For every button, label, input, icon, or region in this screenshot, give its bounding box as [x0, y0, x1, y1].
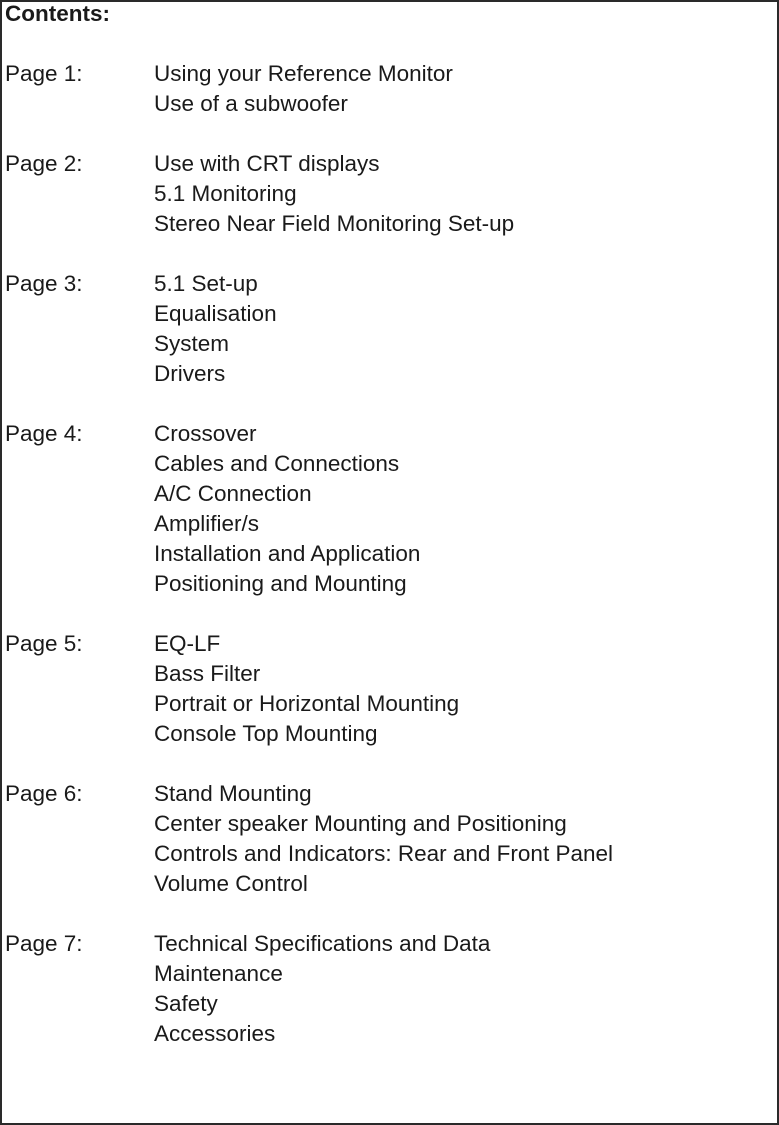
section-items [154, 149, 514, 239]
contents-section [5, 149, 765, 239]
contents-entry: Maintenance [154, 961, 283, 986]
page-label: Page 3: [5, 271, 83, 296]
section-items [154, 269, 277, 389]
contents-entry: Controls and Indicators: Rear and Front Panel [154, 841, 613, 866]
contents-entry: A/C Connection [154, 481, 312, 506]
contents-entry: Positioning and Mounting [154, 571, 407, 596]
contents-entry: Crossover [154, 421, 257, 446]
contents-entry: Amplifier/s [154, 511, 260, 536]
contents-entry: Stand Mounting [154, 781, 312, 806]
contents-entry: Drivers [154, 361, 226, 386]
contents-section [5, 929, 765, 1049]
contents-entry: Technical Specifications and Data [154, 931, 491, 956]
section-items [154, 59, 453, 119]
contents-entry: Equalisation [154, 301, 277, 326]
contents-entry: Using your Reference Monitor [154, 61, 453, 86]
page-label: Page 7: [5, 931, 83, 956]
contents-entry: Center speaker Mounting and Positioning [154, 811, 567, 836]
contents-section [5, 269, 765, 389]
contents-entry: Use of a subwoofer [154, 91, 348, 116]
contents-entry: Stereo Near Field Monitoring Set-up [154, 211, 515, 236]
contents-entry: Installation and Application [154, 541, 421, 566]
section-items [154, 779, 613, 899]
page-label: Page 2: [5, 151, 83, 176]
section-items [154, 419, 420, 599]
contents-section [5, 59, 765, 119]
contents-entry: System [154, 331, 230, 356]
page-label: Page 6: [5, 781, 83, 806]
contents-entry: Volume Control [154, 871, 308, 896]
page-label: Page 5: [5, 631, 83, 656]
section-items [154, 629, 459, 749]
contents-entry: Accessories [154, 1021, 276, 1046]
contents-section [5, 419, 765, 599]
page-label: Page 4: [5, 421, 83, 446]
contents-entry: Portrait or Horizontal Mounting [154, 691, 460, 716]
contents-section [5, 779, 765, 899]
page-label: Page 1: [5, 61, 83, 86]
contents-entry: Cables and Connections [154, 451, 400, 476]
contents-entry: 5.1 Monitoring [154, 181, 297, 206]
contents-entry: EQ-LF [154, 631, 221, 656]
contents-entry: Safety [154, 991, 218, 1016]
section-items [154, 929, 490, 1049]
contents-section [5, 629, 765, 749]
contents-title: Contents: [5, 1, 110, 26]
contents-entry: Console Top Mounting [154, 721, 378, 746]
contents-entry: 5.1 Set-up [154, 271, 258, 296]
contents-entry: Use with CRT displays [154, 151, 380, 176]
contents-entry: Bass Filter [154, 661, 261, 686]
contents-list [5, 59, 765, 1079]
